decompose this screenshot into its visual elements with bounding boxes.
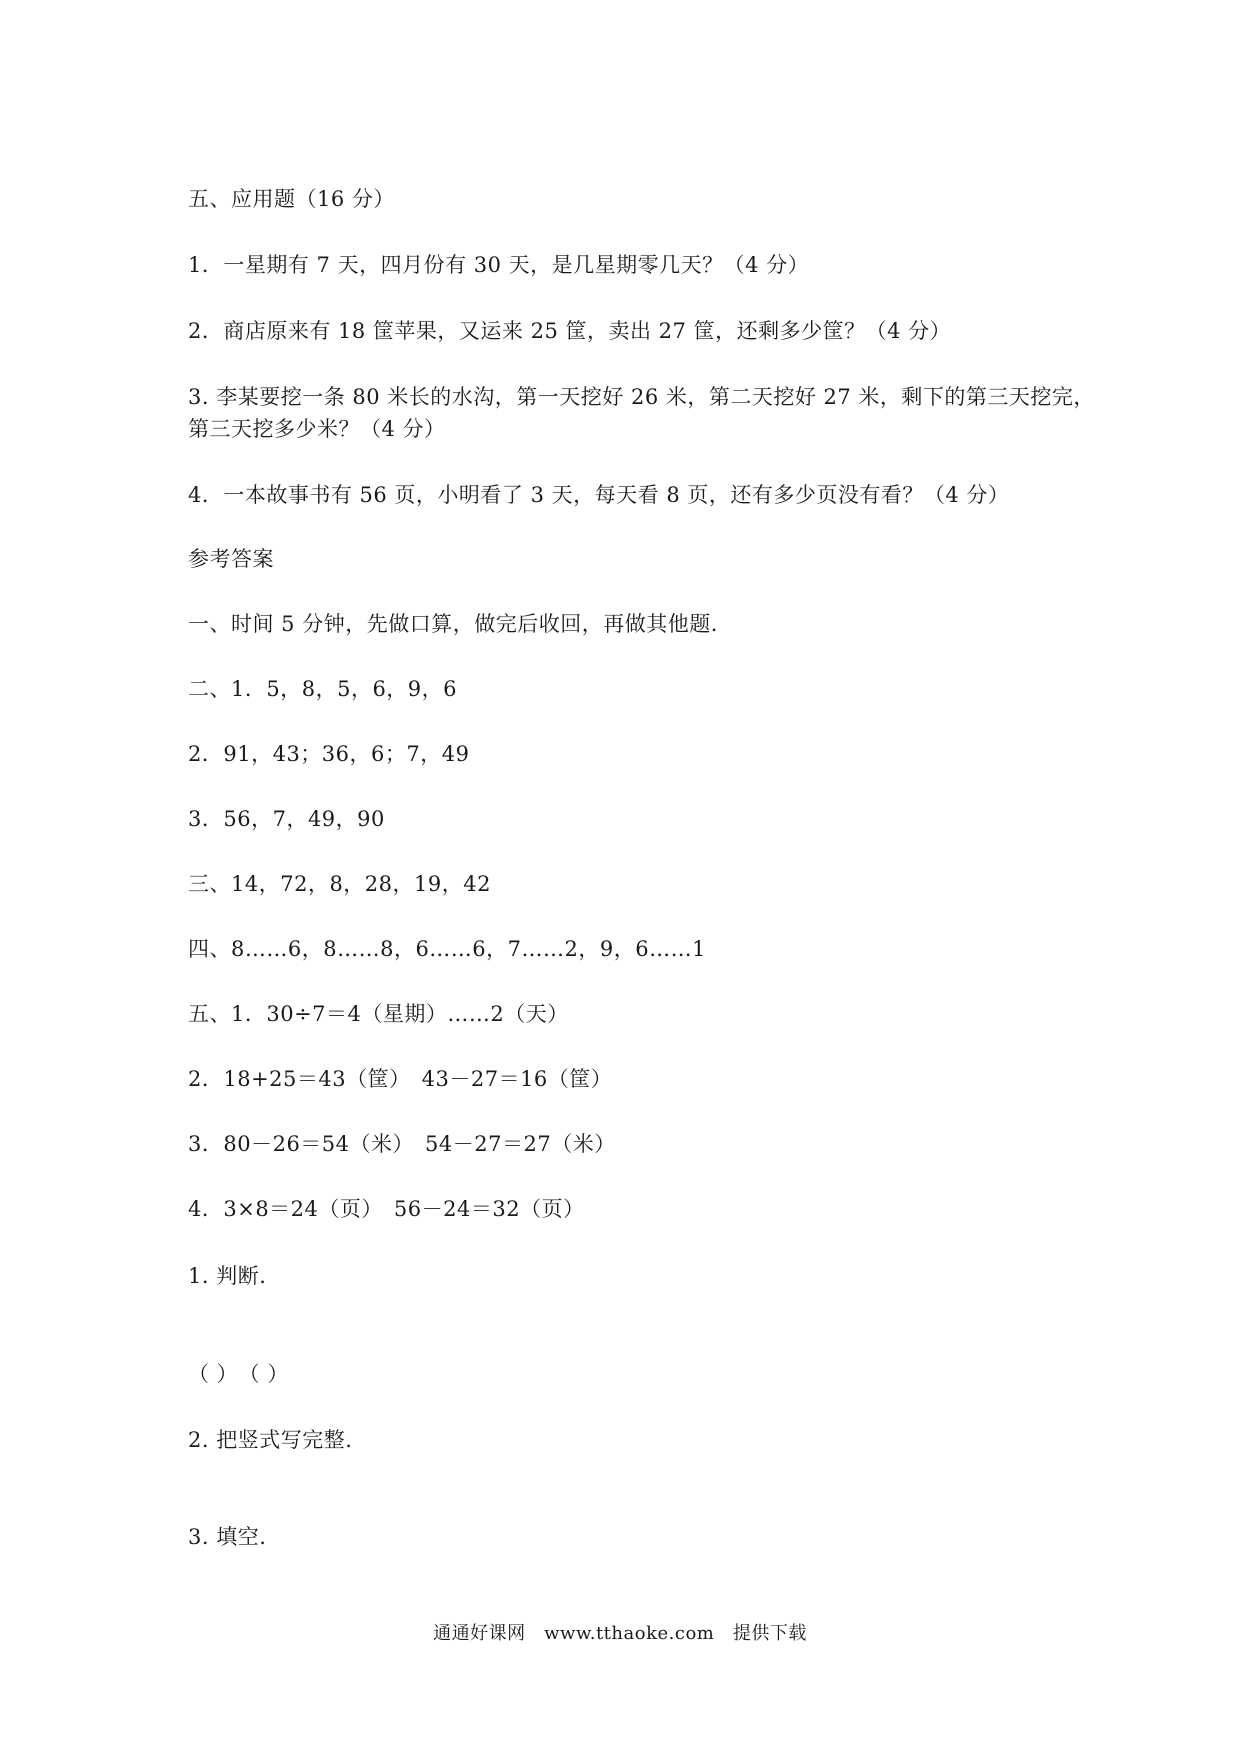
- question-2: 2．商店原来有 18 筐苹果，又运来 25 筐，卖出 27 筐，还剩多少筐？（4 分）: [188, 319, 952, 343]
- answer-3: 三、14，72，8，28，19，42: [188, 872, 491, 896]
- question-3-line-1: 3. 李某要挖一条 80 米长的水沟，第一天挖好 26 米，第二天挖好 27 米，剩下的第三天挖完，: [188, 385, 1095, 409]
- answer-2-2: 2．91，43；36，6；7，49: [188, 742, 470, 766]
- answer-5-4: 4．3×8＝24（页） 56－24＝32（页）: [188, 1197, 585, 1221]
- answer-1: 一、时间 5 分钟，先做口算，做完后收回，再做其他题.: [188, 612, 718, 636]
- extra-item-1: 1. 判断.: [188, 1264, 267, 1288]
- answer-5-2: 2．18+25＝43（筐） 43－27＝16（筐）: [188, 1067, 613, 1091]
- answer-2-1: 二、1．5，8，5，6，9，6: [188, 677, 458, 701]
- answers-heading: 参考答案: [188, 547, 274, 571]
- question-3-line-2: 第三天挖多少米？（4 分）: [188, 417, 446, 441]
- question-1: 1．一星期有 7 天，四月份有 30 天，是几星期零几天？（4 分）: [188, 253, 810, 277]
- page-footer: 通通好课网 www.tthaoke.com 提供下载: [433, 1623, 807, 1644]
- answer-5-1: 五、1．30÷7＝4（星期）……2（天）: [188, 1002, 569, 1026]
- question-4: 4．一本故事书有 56 页，小明看了 3 天，每天看 8 页，还有多少页没有看？（4 分）: [188, 483, 1010, 507]
- section-title: 五、应用题（16 分）: [188, 187, 395, 211]
- answer-5-3: 3．80－26＝54（米） 54－27＝27（米）: [188, 1132, 616, 1156]
- answer-4: 四、8……6，8……8，6……6，7……2，9，6……1: [188, 937, 706, 961]
- answer-2-3: 3．56，7，49，90: [188, 807, 385, 831]
- extra-item-2: 2. 把竖式写完整.: [188, 1428, 353, 1452]
- extra-item-3: 3. 填空.: [188, 1525, 267, 1549]
- extra-item-1-blanks: （ ） （ ）: [188, 1362, 289, 1386]
